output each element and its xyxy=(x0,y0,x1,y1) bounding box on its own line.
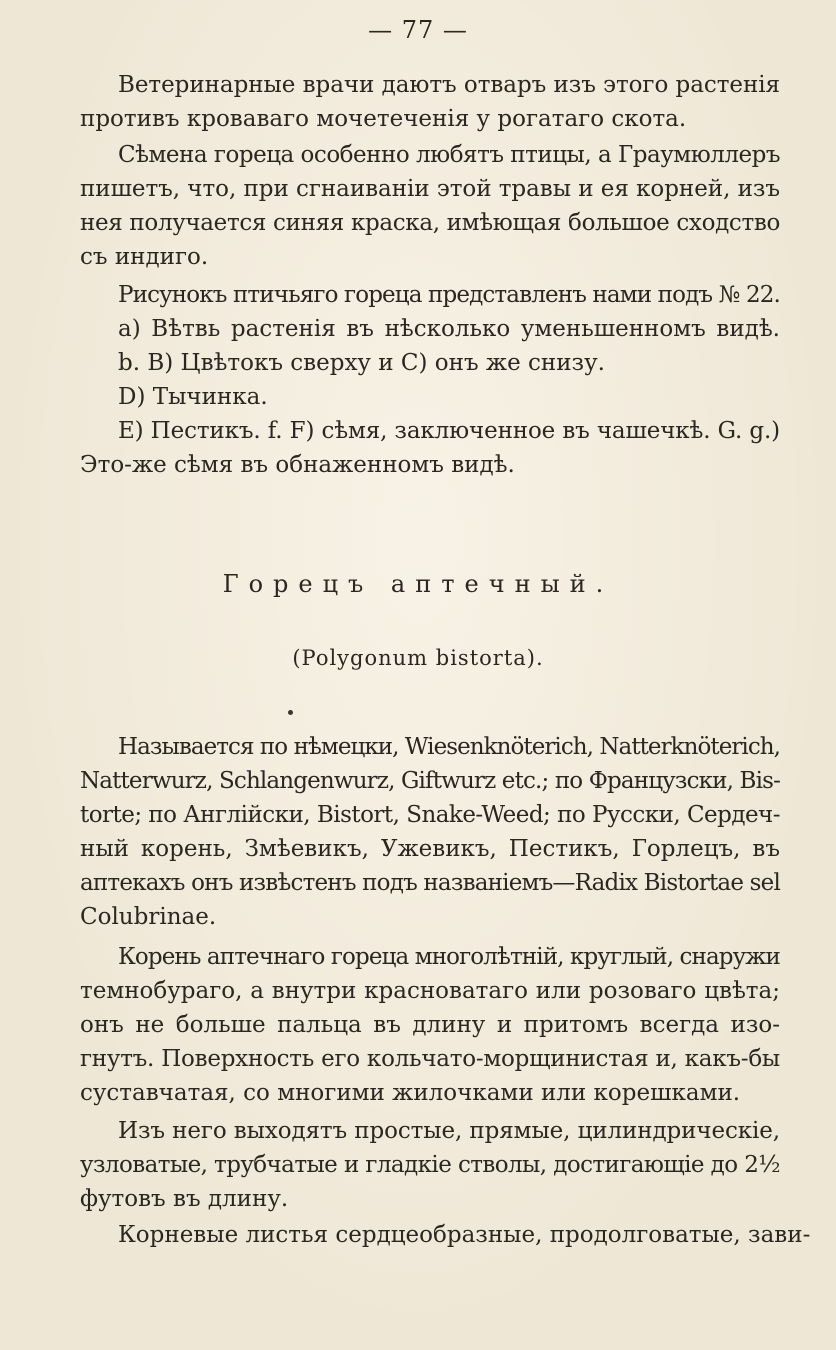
text-line: Называется по нѣмецки, Wiesenknöterich, Natterknöterich, xyxy=(118,734,780,760)
text-line: Ветеринарные врачи даютъ отваръ изъ этого растенія xyxy=(118,72,780,98)
text-line: E) Пестикъ. f. F) сѣмя, заключенное въ чашечкѣ. G. g.) xyxy=(118,418,780,444)
text-line: Изъ него выходятъ простые, прямые, цилиндрическіе, xyxy=(118,1118,780,1144)
text-line: Natterwurz, Schlangenwurz, Giftwurz etc.; по Французски, Bis- xyxy=(80,768,780,794)
text-line: суставчатая, со многими жилочками или корешками. xyxy=(80,1080,741,1106)
text-line: противъ кроваваго мочетеченія у рогатаго скота. xyxy=(80,106,687,132)
text-line: гнутъ. Поверхность его кольчато-морщинистая и, какъ-бы xyxy=(80,1046,780,1072)
text-line: онъ не больше пальца въ длину и притомъ всегда изо- xyxy=(80,1012,780,1038)
text-line: темнобураго, а внутри красноватаго или розоваго цвѣта; xyxy=(80,978,780,1004)
text-line: Сѣмена гореца особенно любятъ птицы, а Граумюллеръ xyxy=(118,142,780,168)
paragraph-root xyxy=(80,940,780,1110)
page-number: — 77 — xyxy=(368,16,468,44)
text-line: съ индиго. xyxy=(80,244,209,270)
text-line: нея получается синяя краска, имѣющая большое сходство xyxy=(80,210,780,236)
print-speck xyxy=(288,710,293,715)
text-line: Это-же сѣмя въ обнаженномъ видѣ. xyxy=(80,452,515,478)
text-line: b. B) Цвѣтокъ сверху и C) онъ же снизу. xyxy=(118,350,605,376)
text-line: футовъ въ длину. xyxy=(80,1186,289,1212)
figure-description xyxy=(80,278,780,482)
text-line: ный корень, Змѣевикъ, Ужевикъ, Пестикъ, Горлецъ, въ xyxy=(80,836,780,862)
text-line: a) Вѣтвь растенія въ нѣсколько уменьшенномъ видѣ. xyxy=(118,316,780,342)
paragraph-seeds xyxy=(80,138,780,274)
text-line: аптекахъ онъ извѣстенъ подъ названіемъ—Radix Bistortae sel xyxy=(80,870,780,896)
text-line: Корневые листья сердцеобразные, продолговатые, зави- xyxy=(118,1222,811,1248)
paragraph-veterinary xyxy=(80,68,780,136)
paragraph-stems xyxy=(80,1114,780,1216)
paragraph-names xyxy=(80,730,780,934)
section-latin-name: (Polygonum bistorta). xyxy=(292,646,544,670)
text-line: узловатые, трубчатые и гладкіе стволы, достигающіе до 2½ xyxy=(80,1152,780,1178)
text-line: пишетъ, что, при сгнаиваніи этой травы и ея корней, изъ xyxy=(80,176,780,202)
section-title: Горецъ аптечный. xyxy=(222,570,614,598)
paragraph-leaves xyxy=(80,1218,811,1252)
text-line: D) Тычинка. xyxy=(118,384,268,410)
text-line: Рисунокъ птичьяго гореца представленъ нами подъ № 22. xyxy=(118,282,780,308)
text-line: torte; по Англійски, Bistort, Snake-Weed; по Русски, Сердеч- xyxy=(80,802,780,828)
text-line: Корень аптечнаго гореца многолѣтній, круглый, снаружи xyxy=(118,944,781,970)
text-line: Colubrinae. xyxy=(80,904,217,930)
